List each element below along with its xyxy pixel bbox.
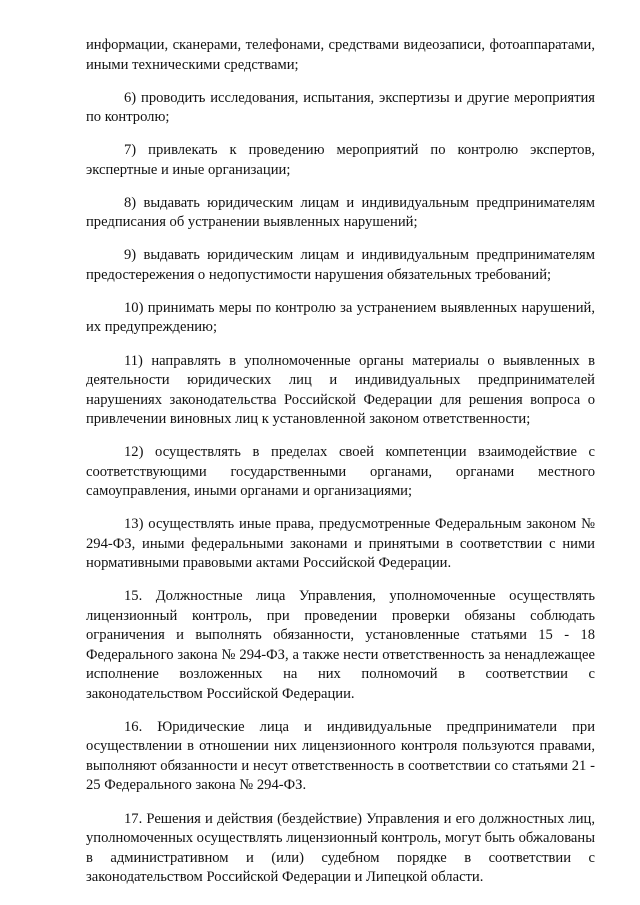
paragraph-item-9: 9) выдавать юридическим лицам и индивидуальным предпринимателям предостережения о недопустимости нарушения обязательных требований; [86, 247, 595, 283]
paragraph-item-6: 6) проводить исследования, испытания, экспертизы и другие мероприятия по контролю; [86, 89, 595, 126]
paragraph-section-15: 15. Должностные лица Управления, уполномоченные осуществлять лицензионный контроль, при проведении проверки обязаны соблюдать ограничения и выполнять обязанности, установленные статьями 15 - 18 Федерального закона № 294-ФЗ, а также нести ответственность за ненадлежащее исполнение возложенных на них полномочий в соответствии с законодательством Российской Федерации. [86, 588, 595, 702]
paragraph-item-13: 13) осуществлять иные права, предусмотренные Федеральным законом № 294-ФЗ, иными федеральными законами и принятыми в соответствии с ними нормативными правовыми актами Российской Федерации. [86, 516, 595, 572]
paragraph-item-7: 7) привлекать к проведению мероприятий по контролю экспертов, экспертные и иные организации; [86, 142, 595, 178]
paragraph-item-8: 8) выдавать юридическим лицам и индивидуальным предпринимателям предписания об устранении выявленных нарушений; [86, 194, 595, 231]
paragraph-section-16: 16. Юридические лица и индивидуальные предприниматели при осуществлении в отношении них лицензионного контроля пользуются правами, выполняют обязанности и несут ответственность в соответствии со статьями 21 - 25 Федерального закона № 294-ФЗ. [86, 718, 595, 794]
paragraph-item-12: 12) осуществлять в пределах своей компетенции взаимодействие с соответствующими государственными органами, органами местного самоуправления, иными органами и организациями; [86, 444, 595, 500]
document-page [86, 36, 595, 901]
paragraph-continuation: информации, сканерами, телефонами, средствами видеозаписи, фотоаппаратами, иными техническими средствами; [86, 37, 595, 73]
paragraph-item-11: 11) направлять в уполномоченные органы материалы о выявленных в деятельности юридических лиц и индивидуальных предпринимателей нарушениях законодательства Российской Федерации для решения вопроса о привлечении виновных лиц к установленной законом ответственности; [86, 352, 595, 428]
paragraph-section-17: 17. Решения и действия (бездействие) Управления и его должностных лиц, уполномоченных осуществлять лицензионный контроль, могут быть обжалованы в административном и (или) судебном порядке в соответствии с законодательством Российской Федерации и Липецкой области. [86, 810, 595, 886]
paragraph-item-10: 10) принимать меры по контролю за устранением выявленных нарушений, их предупреждению; [86, 299, 595, 336]
